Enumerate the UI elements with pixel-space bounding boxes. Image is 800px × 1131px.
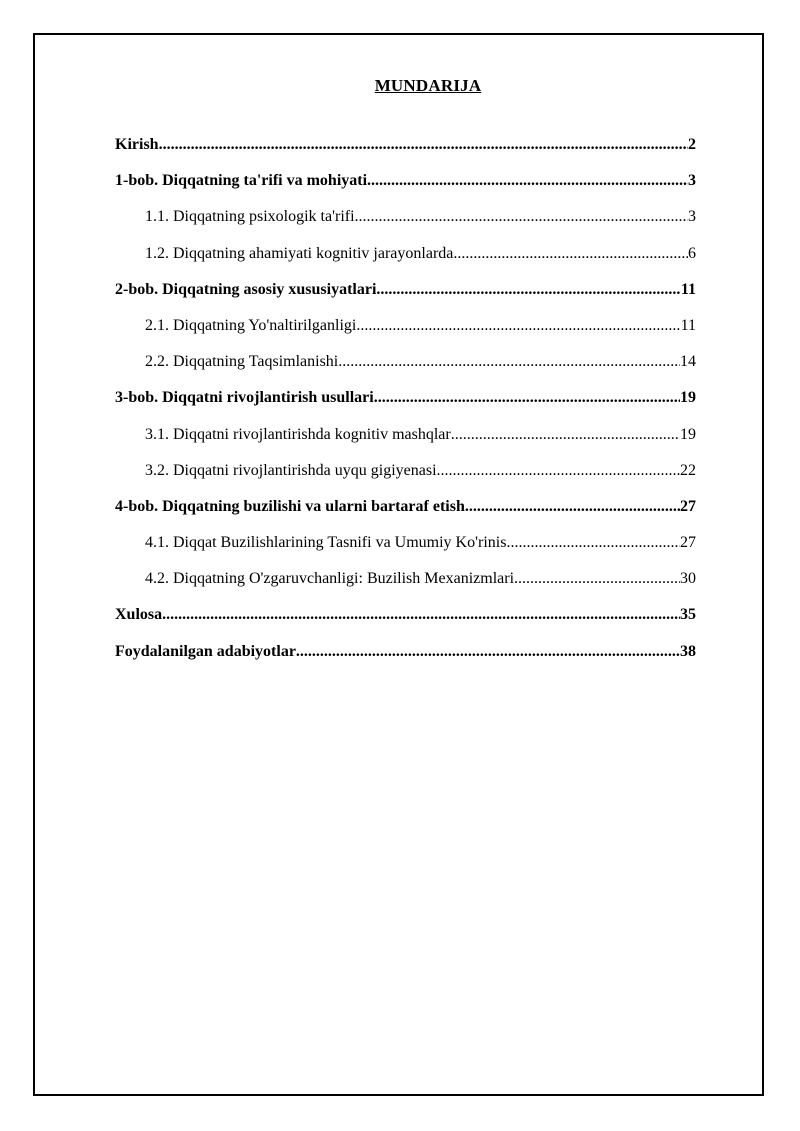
toc-dot-leader bbox=[338, 344, 680, 380]
toc-entry-label: 1-bob. Diqqatning ta'rifi va mohiyati bbox=[115, 172, 368, 190]
toc-dot-leader bbox=[453, 236, 688, 272]
toc-entry-label: Kirish bbox=[115, 136, 159, 153]
toc-dot-leader bbox=[367, 163, 688, 199]
toc-entry-section-2-1[interactable] bbox=[115, 308, 696, 344]
toc-title: MUNDARIJA bbox=[374, 76, 482, 95]
toc-entry-page: 38 bbox=[680, 642, 696, 660]
toc-entry-page: 19 bbox=[680, 425, 696, 443]
toc-dot-leader bbox=[355, 199, 688, 235]
toc-entry-label: Foydalanilgan adabiyotlar bbox=[115, 642, 296, 660]
toc-entry-chapter-4[interactable] bbox=[115, 489, 696, 525]
toc-entry-section-2-2[interactable] bbox=[115, 344, 696, 380]
toc-entry-page: 19 bbox=[680, 389, 696, 407]
toc-dot-leader bbox=[296, 634, 680, 670]
toc-dot-leader bbox=[376, 272, 680, 308]
toc-entry-label: 1.1. Diqqatning psixologik ta'rifi bbox=[145, 208, 355, 226]
toc-entry-page: 35 bbox=[680, 606, 696, 624]
toc-dot-leader bbox=[514, 561, 680, 597]
toc-entry-adabiyotlar[interactable] bbox=[115, 634, 696, 670]
toc-entry-label: 4.2. Diqqatning O'zgaruvchanligi: Buzilish Mexanizmlari bbox=[145, 570, 515, 588]
toc-entry-label: 4-bob. Diqqatning buzilishi va ularni bartaraf etish bbox=[115, 497, 465, 515]
toc-entry-page: 27 bbox=[680, 534, 696, 552]
toc-dot-leader bbox=[162, 597, 680, 633]
toc-entry-page: 11 bbox=[680, 280, 696, 298]
toc-entry-section-4-2[interactable] bbox=[115, 561, 696, 597]
toc-entry-page: 3 bbox=[688, 172, 696, 190]
toc-entry-label: 2.1. Diqqatning Yo'naltirilganligi bbox=[145, 316, 357, 334]
toc-entry-label: 4.1. Diqqat Buzilishlarining Tasnifi va Umumiy Ko'rinis bbox=[145, 534, 507, 552]
toc-entry-page: 27 bbox=[680, 497, 696, 515]
toc-entry-page: 30 bbox=[680, 570, 696, 588]
toc-entry-xulosa[interactable] bbox=[115, 597, 696, 633]
toc-entry-page: 6 bbox=[688, 244, 696, 262]
toc-entry-section-3-2[interactable] bbox=[115, 453, 696, 489]
toc-entry-chapter-2[interactable] bbox=[115, 272, 696, 308]
toc-dot-leader bbox=[465, 489, 680, 525]
toc-dot-leader bbox=[451, 417, 680, 453]
toc-entry-page: 22 bbox=[680, 461, 696, 479]
toc-entry-kirish[interactable] bbox=[115, 127, 696, 163]
toc-entry-label: 1.2. Diqqatning ahamiyati kognitiv jarayonlarda bbox=[145, 244, 454, 262]
toc-entry-chapter-1[interactable] bbox=[115, 163, 696, 199]
toc-entry-section-1-2[interactable] bbox=[115, 236, 696, 272]
toc-dot-leader bbox=[356, 308, 680, 344]
toc-dot-leader bbox=[374, 380, 680, 416]
toc-entry-label: 2.2. Diqqatning Taqsimlanishi bbox=[145, 353, 339, 371]
toc-entry-section-4-1[interactable] bbox=[115, 525, 696, 561]
toc-entry-label: 3-bob. Diqqatni rivojlantirish usullari bbox=[115, 389, 374, 407]
toc-entry-label: 3.1. Diqqatni rivojlantirishda kognitiv mashqlar bbox=[145, 425, 451, 443]
toc-entry-label: 2-bob. Diqqatning asosiy xususiyatlari bbox=[115, 280, 377, 298]
toc-entry-page: 11 bbox=[680, 316, 696, 334]
toc-dot-leader bbox=[437, 453, 680, 489]
toc-entry-page: 3 bbox=[688, 208, 696, 226]
toc-entry-section-1-1[interactable] bbox=[115, 199, 696, 235]
toc-entry-page: 14 bbox=[680, 353, 696, 371]
toc-entry-chapter-3[interactable] bbox=[115, 380, 696, 416]
toc-dot-leader bbox=[506, 525, 680, 561]
toc-entry-label: 3.2. Diqqatni rivojlantirishda uyqu gigiyenasi bbox=[145, 461, 437, 479]
toc-entry-label: Xulosa bbox=[115, 606, 163, 624]
toc-dot-leader bbox=[159, 127, 688, 163]
table-of-contents bbox=[115, 127, 696, 670]
toc-entry-page: 2 bbox=[688, 136, 696, 153]
toc-entry-section-3-1[interactable] bbox=[115, 417, 696, 453]
